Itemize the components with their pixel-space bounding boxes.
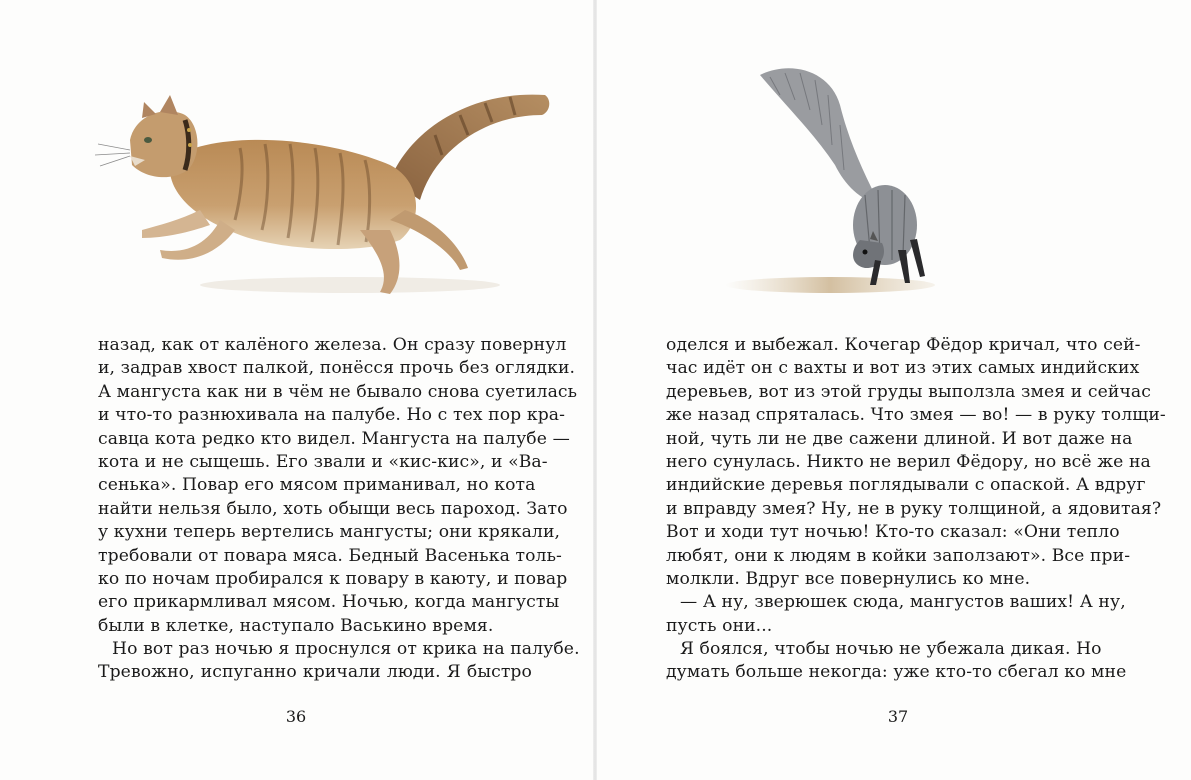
page-number-left: 36 — [285, 707, 307, 726]
text-line: думать больше некогда: уже кто-то сбегал ко мне — [666, 662, 1127, 683]
text-line: Тревожно, испуганно кричали люди. Я быстро — [98, 662, 532, 683]
text-line: час идёт он с вахты и вот из этих самых индийских — [666, 358, 1140, 379]
text-line: сенька». Повар его мясом приманивал, но кота — [98, 475, 536, 496]
text-line: оделся и выбежал. Кочегар Фёдор кричал, что сей- — [666, 335, 1141, 355]
text-line: кота и не сыщешь. Его звали и «кис-кис», и «Ва- — [98, 451, 548, 472]
text-line: требовали от повара мяса. Бедный Васенька толь- — [98, 545, 562, 566]
text-line: же назад спряталась. Что змея — во! — в руку толщи- — [666, 405, 1166, 426]
page-number-right: 37 — [887, 707, 909, 726]
book-gutter — [593, 0, 597, 780]
left-page-text — [98, 334, 580, 685]
text-line: Но вот раз ночью я проснулся от крика на палубе. — [112, 639, 580, 660]
text-line: — А ну, зверюшек сюда, мангустов ваших! А ну, — [680, 592, 1126, 613]
text-line: и, задрав хвост палкой, понёсся прочь без оглядки. — [98, 358, 576, 379]
text-line: него сунулась. Никто не верил Фёдору, но всё же на — [666, 451, 1151, 472]
text-line: любят, они к людям в койки заползают». Все при- — [666, 545, 1131, 566]
text-line: назад, как от калёного железа. Он сразу повернул — [98, 335, 567, 355]
mongoose-illustration — [720, 55, 980, 315]
text-line: ной, чуть ли не две сажени длиной. И вот даже на — [666, 428, 1133, 449]
text-line: были в клетке, наступало Васькино время. — [98, 615, 494, 636]
text-line: Вот и ходи тут ночью! Кто-то сказал: «Они тепло — [666, 522, 1120, 543]
text-line: А мангуста как ни в чём не бывало снова суетилась — [98, 381, 578, 402]
text-line: Я боялся, чтобы ночью не убежала дикая. Но — [680, 639, 1102, 660]
text-line: молкли. Вдруг все повернулись ко мне. — [666, 568, 1031, 589]
text-line: его прикармливал мясом. Ночью, когда мангусты — [98, 592, 560, 613]
text-line: ко по ночам пробирался к повару в каюту, и повар — [98, 568, 568, 589]
text-line: пусть они... — [666, 615, 773, 636]
text-line: савца кота редко кто видел. Мангуста на палубе — — [98, 428, 570, 449]
text-line: найти нельзя было, хоть обыщи весь пароход. Зато — [98, 498, 568, 519]
right-page-text — [666, 334, 1166, 685]
text-line: деревьев, вот из этой груды выползла змея и сейчас — [666, 381, 1151, 402]
running-cat-illustration — [90, 70, 570, 320]
text-line: у кухни теперь вертелись мангусты; они крякали, — [98, 522, 561, 543]
text-line: индийские деревья поглядывали с опаской. А вдруг — [666, 475, 1146, 496]
text-line: и что-то разнюхивала на палубе. Но с тех пор кра- — [98, 405, 566, 426]
text-line: и вправду змея? Ну, не в руку толщиной, а ядовитая? — [666, 498, 1162, 519]
